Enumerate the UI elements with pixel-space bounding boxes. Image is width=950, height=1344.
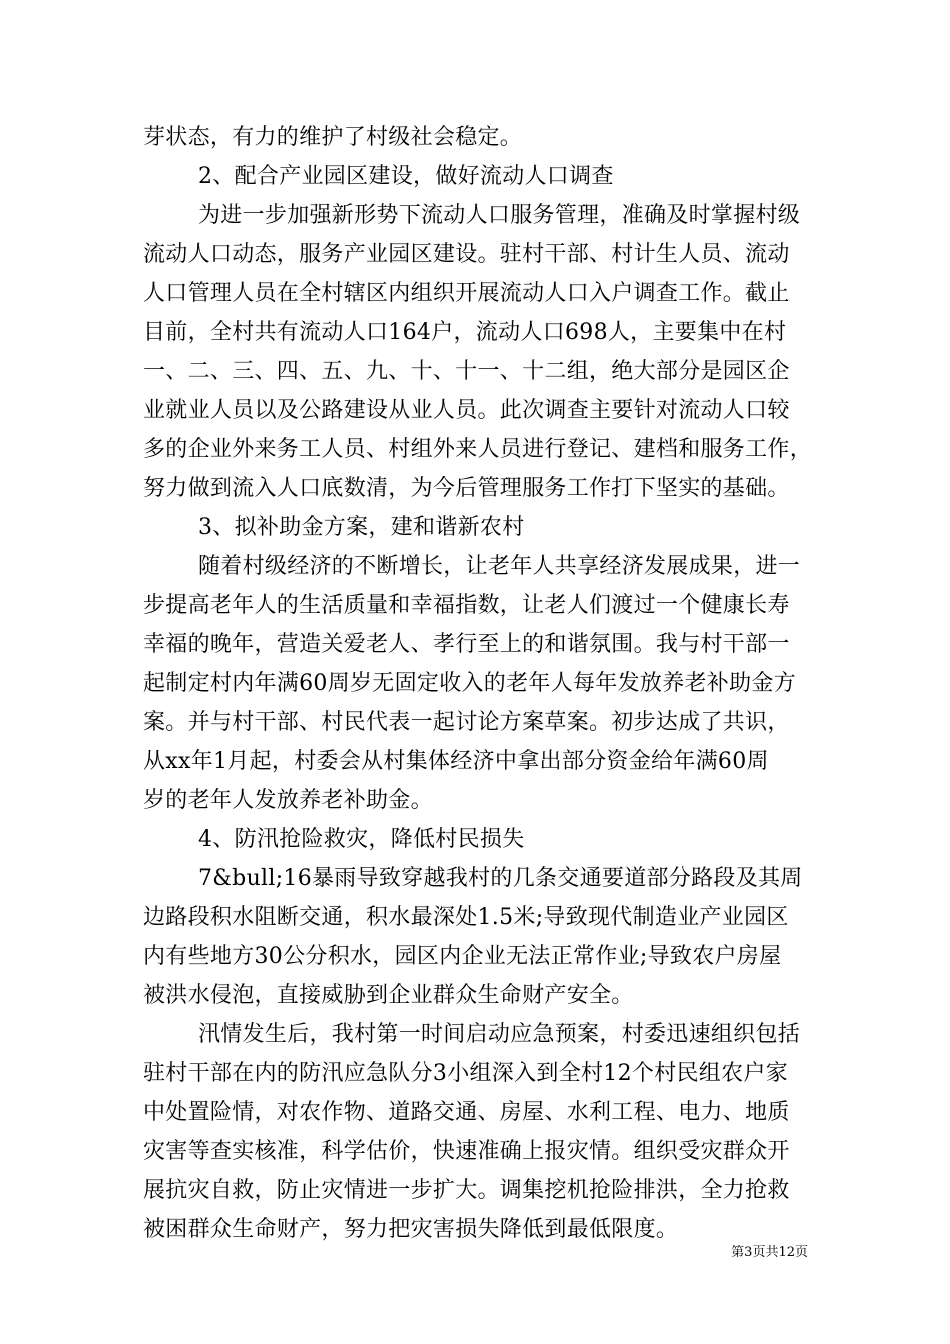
section-heading: 3、拟补助金方案，建和谐新农村 [198, 515, 525, 540]
text-line: 岁的老年人发放养老补助金。 [143, 788, 433, 813]
text-line: 灾害等查实核准，科学估价，快速准确上报灾情。组织受灾群众开 [143, 1139, 790, 1164]
text-line: 人口管理人员在全村辖区内组织开展流动人口入户调查工作。截止 [143, 281, 790, 306]
text-line: 为进一步加强新形势下流动人口服务管理，准确及时掌握村级 [198, 203, 801, 228]
section-heading: 4、防汛抢险救灾，降低村民损失 [198, 827, 525, 852]
text-line: 边路段积水阻断交通，积水最深处1.5米;导致现代制造业产业园区 [143, 905, 789, 930]
text-line: 目前，全村共有流动人口164户，流动人口698人，主要集中在村 [143, 320, 787, 345]
text-line: 业就业人员以及公路建设从业人员。此次调查主要针对流动人口较 [143, 398, 790, 423]
text-line: 被困群众生命财产，努力把灾害损失降低到最低限度。 [143, 1217, 679, 1242]
text-line: 被洪水侵泡，直接威胁到企业群众生命财产安全。 [143, 983, 634, 1008]
text-line: 7&bull;16暴雨导致穿越我村的几条交通要道部分路段及其周 [198, 866, 803, 891]
text-line: 步提高老年人的生活质量和幸福指数，让老人们渡过一个健康长寿 [143, 593, 790, 618]
text-line: 起制定村内年满60周岁无固定收入的老年人每年发放养老补助金方 [143, 671, 796, 696]
text-line: 努力做到流入人口底数清，为今后管理服务工作打下坚实的基础。 [143, 476, 790, 501]
text-line: 随着村级经济的不断增长，让老年人共享经济发展成果，进一 [198, 554, 801, 579]
text-line: 驻村干部在内的防汛应急队分3小组深入到全村12个村民组农户家 [143, 1061, 788, 1086]
text-line: 多的企业外来务工人员、村组外来人员进行登记、建档和服务工作， [143, 437, 813, 462]
text-line: 中处置险情，对农作物、道路交通、房屋、水利工程、电力、地质 [143, 1100, 790, 1125]
text-line: 内有些地方30公分积水，园区内企业无法正常作业;导致农户房屋 [143, 944, 782, 969]
text-line: 一、二、三、四、五、九、十、十一、十二组，绝大部分是园区企 [143, 359, 790, 384]
text-line: 汛情发生后，我村第一时间启动应急预案，村委迅速组织包括 [198, 1022, 801, 1047]
text-line: 展抗灾自救，防止灾情进一步扩大。调集挖机抢险排洪，全力抢救 [143, 1178, 790, 1203]
text-line: 芽状态，有力的维护了村级社会稳定。 [143, 125, 523, 150]
text-line: 流动人口动态，服务产业园区建设。驻村干部、村计生人员、流动 [143, 242, 790, 267]
text-line: 幸福的晚年，营造关爱老人、孝行至上的和谐氛围。我与村干部一 [143, 632, 790, 657]
text-line: 从xx年1月起，村委会从村集体经济中拿出部分资金给年满60周 [143, 749, 769, 774]
section-heading: 2、配合产业园区建设，做好流动人口调查 [198, 164, 614, 189]
text-line: 案。并与村干部、村民代表一起讨论方案草案。初步达成了共识， [143, 710, 790, 735]
page-number-footer: 第3页共12页 [731, 1245, 808, 1260]
